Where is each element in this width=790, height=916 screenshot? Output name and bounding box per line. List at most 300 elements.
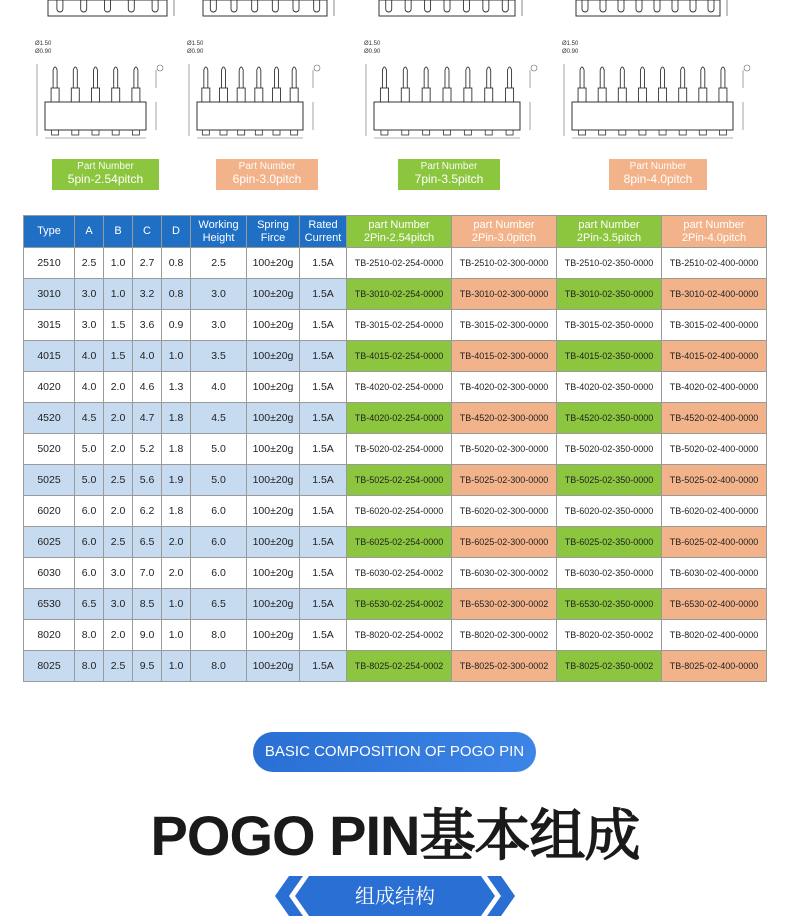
strip-pin [463, 0, 469, 12]
composition-pill: BASIC COMPOSITION OF POGO PIN [253, 732, 536, 772]
strip-pin [128, 0, 134, 12]
pin-plunger [661, 67, 665, 88]
spec-cell: 3.0 [104, 558, 133, 589]
strip-pin [57, 0, 63, 12]
pin-plunger [487, 67, 491, 88]
pin-barrel [401, 88, 409, 102]
pin-barrel [598, 88, 606, 102]
pin-tail [402, 130, 409, 135]
pin-plunger [257, 67, 261, 88]
part-number-cell: TB-2510-02-400-0000 [662, 248, 767, 279]
spec-cell: 100±20g [247, 496, 300, 527]
drawing-svg [362, 38, 542, 144]
spec-cell: 0.9 [162, 310, 191, 341]
strip-pin [105, 0, 111, 12]
part-number-cell: TB-4015-02-350-0000 [557, 341, 662, 372]
pin-plunger [204, 67, 208, 88]
spec-cell: 3015 [24, 310, 75, 341]
drawing-svg [185, 38, 325, 144]
pin-barrel [485, 88, 493, 102]
strip-pin [708, 0, 714, 12]
dim-b-label: Ø0.90 [187, 49, 204, 55]
pitch-label-6 [216, 159, 318, 190]
pin-barrel [290, 88, 298, 102]
pin-plunger [403, 67, 407, 88]
spec-cell: 1.0 [162, 589, 191, 620]
spec-cell: 8.0 [75, 620, 104, 651]
spec-cell: 1.5A [300, 341, 347, 372]
spec-cell: 6.5 [133, 527, 162, 558]
spec-cell: 2.5 [104, 465, 133, 496]
spec-cell: 100±20g [247, 434, 300, 465]
pitch-label-7 [398, 159, 500, 190]
top-strip-4 [573, 0, 743, 22]
part-number-cell: TB-8020-02-400-0000 [662, 620, 767, 651]
table-row [24, 496, 767, 527]
pin-tail [112, 130, 119, 135]
column-header [162, 216, 191, 248]
part-number-cell: TB-4015-02-400-0000 [662, 341, 767, 372]
spec-cell: 6.5 [75, 589, 104, 620]
spec-cell: 4015 [24, 341, 75, 372]
spec-cell: 100±20g [247, 248, 300, 279]
spec-cell: 100±20g [247, 403, 300, 434]
table-row [24, 527, 767, 558]
table-row [24, 279, 767, 310]
strip-pin [425, 0, 431, 12]
spec-cell: 3010 [24, 279, 75, 310]
connector-body [374, 102, 520, 130]
spec-cell: 4.0 [191, 372, 247, 403]
table-row [24, 372, 767, 403]
part-number-cell: TB-6025-02-350-0000 [557, 527, 662, 558]
header-line1: C [143, 225, 151, 237]
spec-cell: 1.5A [300, 279, 347, 310]
spec-cell: 3.6 [133, 310, 162, 341]
part-number-cell: TB-8025-02-300-0002 [452, 651, 557, 682]
table-row [24, 248, 767, 279]
pin-tail [719, 130, 726, 135]
part-number-cell: TB-4020-02-254-0000 [347, 403, 452, 434]
pin-plunger [114, 67, 118, 88]
pin-plunger [424, 67, 428, 88]
pin-tail [72, 130, 79, 135]
spec-cell: 2.5 [191, 248, 247, 279]
spec-cell: 4.5 [191, 403, 247, 434]
spec-cell: 6.0 [191, 496, 247, 527]
pin-plunger [382, 67, 386, 88]
spec-cell: 100±20g [247, 279, 300, 310]
spec-cell: 3.5 [191, 341, 247, 372]
part-number-cell: TB-4520-02-400-0000 [662, 403, 767, 434]
header-line1: Spring [257, 218, 289, 231]
spec-cell: 1.5A [300, 527, 347, 558]
spec-cell: 2.0 [104, 620, 133, 651]
pin-plunger [239, 67, 243, 88]
spec-cell: 4020 [24, 372, 75, 403]
pin-tail [381, 130, 388, 135]
strip-pin [636, 0, 642, 12]
spec-cell: 5.0 [75, 465, 104, 496]
dim-a-label: Ø1.50 [364, 41, 381, 47]
spec-cell: 2.0 [162, 527, 191, 558]
spec-cell: 1.5A [300, 310, 347, 341]
part-number-cell: TB-2510-02-300-0000 [452, 248, 557, 279]
spec-cell: 5020 [24, 434, 75, 465]
part-number-cell: TB-2510-02-254-0000 [347, 248, 452, 279]
spec-cell: 100±20g [247, 558, 300, 589]
spec-cell: 9.0 [133, 620, 162, 651]
header-line1: Rated [308, 218, 338, 231]
spec-cell: 6.2 [133, 496, 162, 527]
strip-pin [502, 0, 508, 12]
pin-plunger [580, 67, 584, 88]
pin-barrel [422, 88, 430, 102]
part-number-cell: TB-8025-02-350-0002 [557, 651, 662, 682]
spec-cell: 5.0 [191, 465, 247, 496]
spec-cell: 6.0 [191, 558, 247, 589]
spec-cell: 1.5 [104, 341, 133, 372]
header-line2: 2Pin-4.0pitch [681, 231, 747, 244]
part-number-cell: TB-6020-02-300-0000 [452, 496, 557, 527]
spec-cell: 8.5 [133, 589, 162, 620]
spec-cell: 6020 [24, 496, 75, 527]
pin-barrel [464, 88, 472, 102]
dim-a-label: Ø1.50 [35, 41, 52, 47]
spec-cell: 5.0 [191, 434, 247, 465]
part-number-label: Part Number [420, 161, 478, 172]
part-number-cell: TB-3010-02-254-0000 [347, 279, 452, 310]
header-line1: Working [198, 218, 239, 231]
pin-tail [423, 130, 430, 135]
spec-cell: 1.5A [300, 558, 347, 589]
spec-cell: 3.0 [104, 589, 133, 620]
part-number-cell: TB-4520-02-300-0000 [452, 403, 557, 434]
part-number-cell: TB-4020-02-350-0000 [557, 372, 662, 403]
pin-plunger [53, 67, 57, 88]
spec-cell: 1.0 [162, 620, 191, 651]
spec-cell: 9.5 [133, 651, 162, 682]
part-number-cell: TB-5020-02-350-0000 [557, 434, 662, 465]
pin-barrel [71, 88, 79, 102]
drawing-svg [560, 38, 755, 144]
header-line1: part Number [473, 218, 535, 231]
spec-cell: 100±20g [247, 310, 300, 341]
strip-pin [405, 0, 411, 12]
pin-barrel [220, 88, 228, 102]
spec-cell: 5.2 [133, 434, 162, 465]
pin-barrel [92, 88, 100, 102]
part-number-cell: TB-3015-02-300-0000 [452, 310, 557, 341]
strip-pin [690, 0, 696, 12]
part-number-cell: TB-5025-02-400-0000 [662, 465, 767, 496]
pin-tail [506, 130, 513, 135]
header-line1: D [172, 225, 180, 237]
header-line2: 2Pin-3.0pitch [471, 231, 537, 244]
spec-cell: 100±20g [247, 341, 300, 372]
spec-cell: 2.5 [75, 248, 104, 279]
pin-tail [255, 130, 262, 135]
strip-pin [272, 0, 278, 12]
part-number-cell: TB-6030-02-400-0000 [662, 558, 767, 589]
strip-pin [444, 0, 450, 12]
part-number-cell: TB-5025-02-254-0000 [347, 465, 452, 496]
header-line2: Firce [260, 231, 286, 244]
part-number-cell: TB-6020-02-350-0000 [557, 496, 662, 527]
pin-drawing-6 [185, 38, 325, 144]
part-number-cell: TB-5025-02-350-0000 [557, 465, 662, 496]
pin-plunger [508, 67, 512, 88]
spec-cell: 5.0 [75, 434, 104, 465]
part-number-cell: TB-6530-02-400-0000 [662, 589, 767, 620]
pin-barrel [638, 88, 646, 102]
strip-pin [314, 0, 320, 12]
strip-pin [252, 0, 258, 12]
pin-plunger [721, 67, 725, 88]
pitch-label-8 [609, 159, 707, 190]
table-row [24, 465, 767, 496]
part-number-cell: TB-8025-02-400-0000 [662, 651, 767, 682]
strip-pin [152, 0, 158, 12]
spec-cell: 1.5A [300, 589, 347, 620]
dim-a-label: Ø1.50 [187, 41, 204, 47]
spec-cell: 3.0 [75, 279, 104, 310]
spec-cell: 4.0 [75, 372, 104, 403]
strip-pin [654, 0, 660, 12]
column-header [557, 216, 662, 248]
spec-cell: 2.7 [133, 248, 162, 279]
pin-tail [202, 130, 209, 135]
table-header-row [24, 216, 767, 248]
pin-tail [132, 130, 139, 135]
connector-body [572, 102, 733, 130]
spec-cell: 5.6 [133, 465, 162, 496]
pin-plunger [275, 67, 279, 88]
spec-cell: 7.0 [133, 558, 162, 589]
pin-tail [639, 130, 646, 135]
pin-tail [579, 130, 586, 135]
pin-tail [238, 130, 245, 135]
pin-tail [92, 130, 99, 135]
spec-cell: 100±20g [247, 651, 300, 682]
pitch-value: 5pin-2.54pitch [67, 172, 144, 186]
spec-cell: 1.8 [162, 403, 191, 434]
pin-plunger [701, 67, 705, 88]
part-number-cell: TB-5020-02-254-0000 [347, 434, 452, 465]
ribbon-label: 组成结构 [355, 886, 435, 908]
strip-pin [231, 0, 237, 12]
part-number-cell: TB-6025-02-300-0000 [452, 527, 557, 558]
spec-cell: 100±20g [247, 589, 300, 620]
strip-pin [600, 0, 606, 12]
header-line1: part Number [683, 218, 745, 231]
pin-tail [699, 130, 706, 135]
callout-circle [744, 65, 750, 71]
table-row [24, 403, 767, 434]
top-strip-1 [45, 0, 190, 22]
pin-plunger [445, 67, 449, 88]
spec-cell: 8020 [24, 620, 75, 651]
part-number-cell: TB-2510-02-350-0000 [557, 248, 662, 279]
section-title: POGO PIN基本组成 [150, 804, 640, 867]
part-number-cell: TB-5020-02-400-0000 [662, 434, 767, 465]
spec-cell: 6530 [24, 589, 75, 620]
dim-b-label: Ø0.90 [364, 49, 381, 55]
pin-barrel [679, 88, 687, 102]
header-line1: B [114, 225, 122, 237]
pin-barrel [380, 88, 388, 102]
pin-plunger [620, 67, 624, 88]
pin-barrel [659, 88, 667, 102]
spec-cell: 1.8 [162, 496, 191, 527]
pin-tail [291, 130, 298, 135]
part-number-cell: TB-4015-02-300-0000 [452, 341, 557, 372]
spec-cell: 0.8 [162, 279, 191, 310]
dim-a-label: Ø1.50 [562, 41, 579, 47]
pin-barrel [618, 88, 626, 102]
spec-cell: 1.5A [300, 434, 347, 465]
spec-cell: 3.2 [133, 279, 162, 310]
spec-cell: 2.5 [104, 527, 133, 558]
strip-pin [618, 0, 624, 12]
pin-barrel [699, 88, 707, 102]
pin-barrel [506, 88, 514, 102]
spec-cell: 4520 [24, 403, 75, 434]
table-row [24, 620, 767, 651]
spec-cell: 1.0 [104, 279, 133, 310]
spec-cell: 6030 [24, 558, 75, 589]
pin-plunger [222, 67, 226, 88]
part-number-cell: TB-3015-02-400-0000 [662, 310, 767, 341]
pin-barrel [719, 88, 727, 102]
part-number-label: Part Number [238, 161, 296, 172]
column-header [247, 216, 300, 248]
spec-cell: 1.5A [300, 465, 347, 496]
column-header [75, 216, 104, 248]
part-number-cell: TB-6030-02-300-0002 [452, 558, 557, 589]
pin-plunger [466, 67, 470, 88]
pin-barrel [132, 88, 140, 102]
spec-cell: 1.0 [162, 651, 191, 682]
spec-cell: 6.0 [75, 558, 104, 589]
pin-tail [273, 130, 280, 135]
spec-cell: 6.0 [191, 527, 247, 558]
pin-tail [619, 130, 626, 135]
table-row [24, 341, 767, 372]
drawing-svg [33, 38, 168, 144]
pin-tail [220, 130, 227, 135]
spec-cell: 3.0 [75, 310, 104, 341]
spec-cell: 8.0 [191, 620, 247, 651]
header-line2: 2Pin-2.54pitch [363, 231, 435, 244]
pin-tail [444, 130, 451, 135]
part-number-cell: TB-3015-02-350-0000 [557, 310, 662, 341]
spec-cell: 2.0 [104, 372, 133, 403]
spec-cell: 8.0 [75, 651, 104, 682]
callout-circle [157, 65, 163, 71]
dim-b-label: Ø0.90 [35, 49, 52, 55]
column-header [452, 216, 557, 248]
part-number-cell: TB-6530-02-350-0000 [557, 589, 662, 620]
spec-cell: 1.5A [300, 372, 347, 403]
part-number-cell: TB-6025-02-254-0000 [347, 527, 452, 558]
spec-cell: 3.0 [191, 279, 247, 310]
connector-body [45, 102, 146, 130]
pin-tail [659, 130, 666, 135]
header-line2: Current [304, 231, 342, 244]
spec-cell: 100±20g [247, 465, 300, 496]
part-number-cell: TB-4015-02-254-0000 [347, 341, 452, 372]
part-number-cell: TB-3010-02-300-0000 [452, 279, 557, 310]
spec-cell: 2.0 [162, 558, 191, 589]
header-line1: part Number [368, 218, 430, 231]
part-number-cell: TB-4520-02-350-0000 [557, 403, 662, 434]
spec-cell: 6.0 [75, 527, 104, 558]
part-number-cell: TB-3010-02-400-0000 [662, 279, 767, 310]
spec-cell: 6.0 [75, 496, 104, 527]
pin-barrel [237, 88, 245, 102]
pin-barrel [578, 88, 586, 102]
pin-plunger [681, 67, 685, 88]
pitch-value: 6pin-3.0pitch [232, 172, 302, 186]
dim-b-label: Ø0.90 [562, 49, 579, 55]
table-row [24, 651, 767, 682]
spec-cell: 1.8 [162, 434, 191, 465]
part-number-cell: TB-8025-02-254-0002 [347, 651, 452, 682]
pitch-label-5 [52, 159, 159, 190]
spec-cell: 2.5 [104, 651, 133, 682]
part-number-cell: TB-6020-02-400-0000 [662, 496, 767, 527]
part-number-label: Part Number [629, 161, 687, 172]
part-number-cell: TB-8020-02-254-0002 [347, 620, 452, 651]
pin-tail [52, 130, 59, 135]
spec-cell: 2.0 [104, 434, 133, 465]
top-strip-2 [200, 0, 350, 22]
header-line2: Height [202, 231, 235, 244]
pin-tail [485, 130, 492, 135]
part-number-cell: TB-6030-02-350-0000 [557, 558, 662, 589]
part-number-cell: TB-3015-02-254-0000 [347, 310, 452, 341]
strip-pin [81, 0, 87, 12]
pin-plunger [94, 67, 98, 88]
spec-cell: 6.5 [191, 589, 247, 620]
spec-cell: 100±20g [247, 372, 300, 403]
header-line1: Type [37, 225, 61, 237]
pin-barrel [273, 88, 281, 102]
spec-cell: 3.0 [191, 310, 247, 341]
pin-plunger [600, 67, 604, 88]
strip-pin [672, 0, 678, 12]
part-number-cell: TB-4020-02-300-0000 [452, 372, 557, 403]
part-number-label: Part Number [77, 161, 134, 172]
callout-circle [531, 65, 537, 71]
part-number-cell: TB-6020-02-254-0000 [347, 496, 452, 527]
column-header [347, 216, 452, 248]
spec-cell: 4.0 [133, 341, 162, 372]
spec-cell: 1.0 [162, 341, 191, 372]
spec-cell: 1.5 [104, 310, 133, 341]
header-line1: A [85, 225, 93, 237]
spec-cell: 0.8 [162, 248, 191, 279]
spec-cell: 100±20g [247, 620, 300, 651]
pin-tail [599, 130, 606, 135]
pin-barrel [112, 88, 120, 102]
pin-plunger [640, 67, 644, 88]
part-number-cell: TB-6530-02-300-0002 [452, 589, 557, 620]
spec-cell: 6025 [24, 527, 75, 558]
part-number-cell: TB-5020-02-300-0000 [452, 434, 557, 465]
part-number-cell: TB-3010-02-350-0000 [557, 279, 662, 310]
